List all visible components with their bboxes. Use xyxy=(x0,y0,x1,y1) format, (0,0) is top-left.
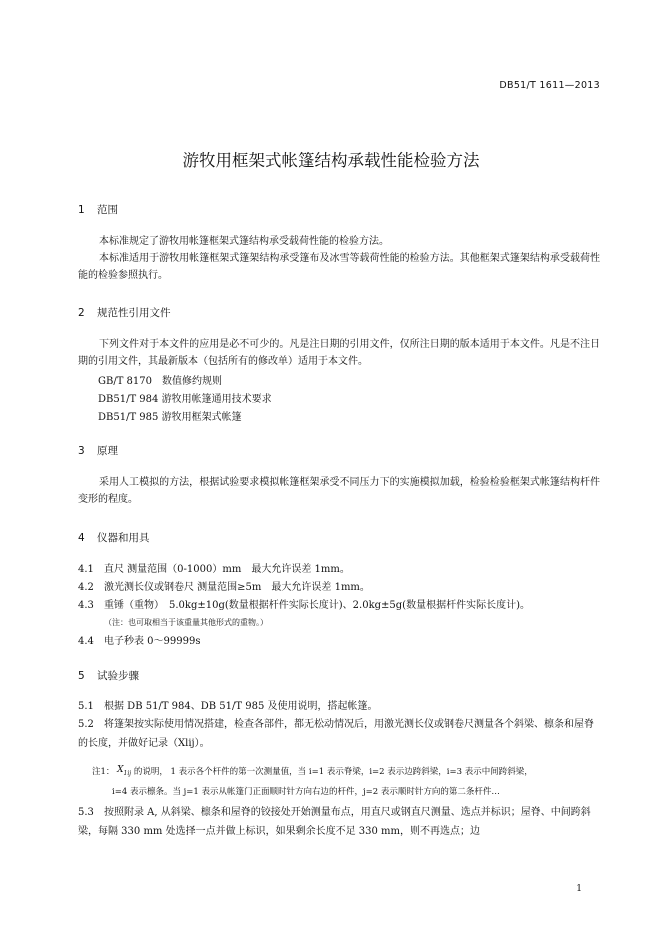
section-number: 3 xyxy=(78,445,85,457)
item-text: 电子秒表 0～99999s xyxy=(104,636,201,647)
item-number: 4.1 xyxy=(78,564,94,575)
section-title: 范围 xyxy=(97,204,118,216)
item-number: 4.2 xyxy=(78,582,94,593)
item-text: 重锤（重物） 5.0kg±10g(数量根据杆件实际长度计)、2.0kg±5g(数量根据杆件实际长度计)。 xyxy=(104,600,530,611)
procedure-step xyxy=(78,715,602,753)
section-heading-normative xyxy=(78,305,171,320)
reference-item: DB51/T 985 游牧用框架式帐篷 xyxy=(98,412,242,423)
item-number: 4.4 xyxy=(78,636,94,647)
section-heading-instruments xyxy=(78,530,150,545)
normative-intro: 下列文件对于本文件的应用是必不可少的。凡是注日期的引用文件，仅所注日期的版本适用于本文件。凡是不注日期的引用文件，其最新版本（包括所有的修改单）适用于本文件。 xyxy=(78,339,600,367)
note-label: 注1： xyxy=(92,767,115,777)
scope-paragraph-1: 本标准规定了游牧用帐篷框架式篷结构承受载荷性能的检验方法。 xyxy=(99,236,389,247)
note-text-line-2: i=4 表示檩条。当 j=1 表示从帐篷门正面顺时针方向右边的杆件，j=2 表示顺时针方向的第二条杆件… xyxy=(112,787,500,797)
instrument-item xyxy=(78,596,602,615)
reference-item: GB/T 8170 数值修约规则 xyxy=(98,376,223,387)
section-number: 1 xyxy=(78,204,85,216)
section-title: 原理 xyxy=(97,445,118,457)
note-symbol: $X_{1ij}$ xyxy=(117,765,132,777)
instrument-item xyxy=(78,560,602,579)
item-number: 4.3 xyxy=(78,600,94,611)
document-title: 游牧用框架式帐篷结构承载性能检验方法 xyxy=(182,151,480,170)
instrument-note: （注：也可取相当于该重量其他形式的重物。） xyxy=(104,618,268,627)
step-number: 5.3 xyxy=(78,807,94,818)
section-heading-scope xyxy=(78,202,118,217)
procedure-step xyxy=(78,803,602,841)
section-title: 试验步骤 xyxy=(97,670,139,682)
standard-code: DB51/T 1611—2013 xyxy=(499,80,600,91)
item-text: 激光测长仪或钢卷尺 测量范围≥5m 最大允许误差 1mm。 xyxy=(104,582,370,593)
section-number: 5 xyxy=(78,670,85,682)
step-number: 5.2 xyxy=(78,719,94,730)
section-number: 4 xyxy=(78,532,85,544)
instrument-item xyxy=(78,632,602,651)
section-title: 仪器和用具 xyxy=(97,532,150,544)
step-text: 根据 DB 51/T 984、DB 51/T 985 及使用说明，搭起帐篷。 xyxy=(104,701,378,712)
procedure-step xyxy=(78,697,602,716)
reference-item: DB51/T 984 游牧用帐篷通用技术要求 xyxy=(98,394,272,405)
page-number: 1 xyxy=(576,884,582,894)
step-number: 5.1 xyxy=(78,701,94,712)
step-text: 将篷架按实际使用情况搭建，检查各部件，都无松动情况后，用激光测长仪或钢卷尺测量各个斜梁、檩条和屋脊的长度，并做好记录（Xlij）。 xyxy=(78,719,594,749)
step-note xyxy=(92,765,533,777)
section-heading-principle xyxy=(78,443,118,458)
item-text: 直尺 测量范围（0-1000）mm 最大允许误差 1mm。 xyxy=(104,564,350,575)
section-heading-procedure xyxy=(78,668,139,683)
section-number: 2 xyxy=(78,307,85,319)
note-text-line-1: 的说明， 1 表示各个杆件的第一次测量值，当 i=1 表示脊梁，i=2 表示边跨斜梁，i=3 表示中间跨斜梁， xyxy=(133,767,533,777)
instrument-item xyxy=(78,578,602,597)
step-text: 按照附录 A, 从斜梁、檩条和屋脊的铰接处开始测量布点，用直尺或钢直尺测量、选点并标识；屋脊、中间跨斜梁，每隔 330 mm 处选择一点并做上标识，如果剩余长度不足 330 mm，则不再选点；边 xyxy=(78,807,591,837)
principle-paragraph: 采用人工模拟的方法，根据试验要求模拟帐篷框架承受不同压力下的实施模拟加载，检验检验框架式帐篷结构杆件变形的程度。 xyxy=(78,477,600,505)
scope-paragraph-2: 本标准适用于游牧用帐篷框架式篷架结构承受篷布及冰雪等载荷性能的检验方法。其他框架式篷架结构承受载荷性能的检验参照执行。 xyxy=(78,253,600,281)
section-title: 规范性引用文件 xyxy=(97,307,171,319)
